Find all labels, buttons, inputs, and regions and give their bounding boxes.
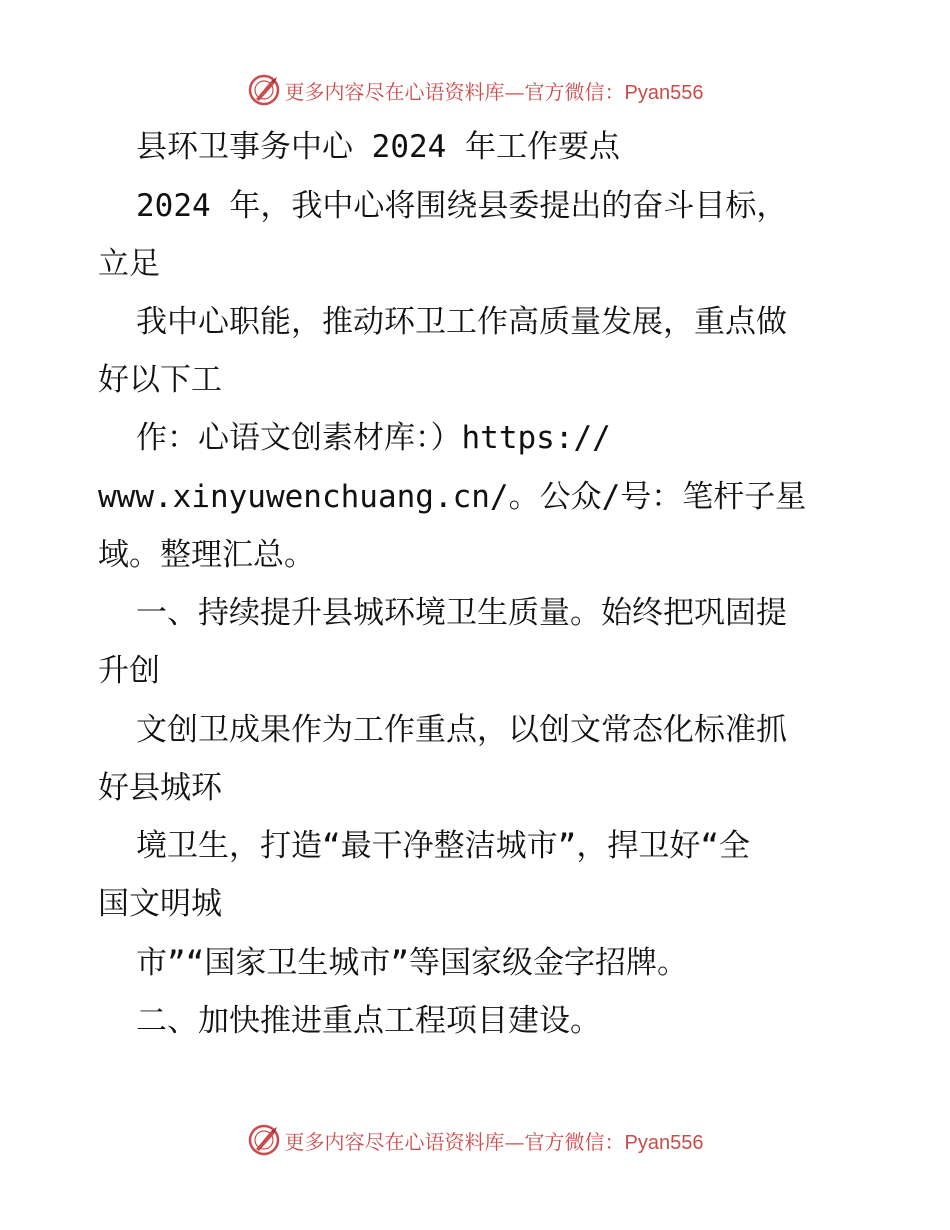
paragraph-line: 好以下工 (98, 362, 222, 398)
paragraph-line: www.xinyuwenchuang.cn/。公众/号：笔杆子星 (98, 479, 807, 515)
paragraph-line: 市”“国家卫生城市”等国家级金字招牌。 (136, 945, 688, 981)
paragraph-line: 立足 (98, 246, 160, 282)
paragraph-line: 国文明城 (98, 886, 222, 922)
wechat-id: Pyan556 (624, 1131, 704, 1154)
paragraph-line: 升创 (98, 653, 160, 689)
paragraph-line: 2024 年，我中心将围绕县委提出的奋斗目标， (136, 188, 788, 224)
quill-pen-circle-logo-icon (247, 1123, 281, 1157)
paragraph-line: 好县城环 (98, 770, 222, 806)
paragraph-line: 境卫生，打造“最干净整洁城市”，捍卫好“全 (136, 828, 750, 864)
paragraph-line: 域。整理汇总。 (98, 537, 315, 573)
watermark-text: 更多内容尽在心语资料库—官方微信：Pyan556 (284, 1129, 704, 1154)
document-title: 县环卫事务中心 2024 年工作要点 (136, 129, 620, 165)
section-heading-2: 二、加快推进重点工程项目建设。 (136, 1003, 601, 1039)
paragraph-line: 我中心职能，推动环卫工作高质量发展，重点做 (136, 304, 787, 340)
section-heading-1: 一、持续提升县城环境卫生质量。始终把巩固提 (136, 595, 787, 631)
watermark-text: 更多内容尽在心语资料库—官方微信：Pyan556 (284, 79, 704, 104)
watermark-banner-bottom (0, 1120, 950, 1160)
paragraph-line: 文创卫成果作为工作重点，以创文常态化标准抓 (136, 712, 787, 748)
wechat-id: Pyan556 (624, 81, 704, 104)
paragraph-line: 作：心语文创素材库：）https:// (136, 420, 611, 456)
